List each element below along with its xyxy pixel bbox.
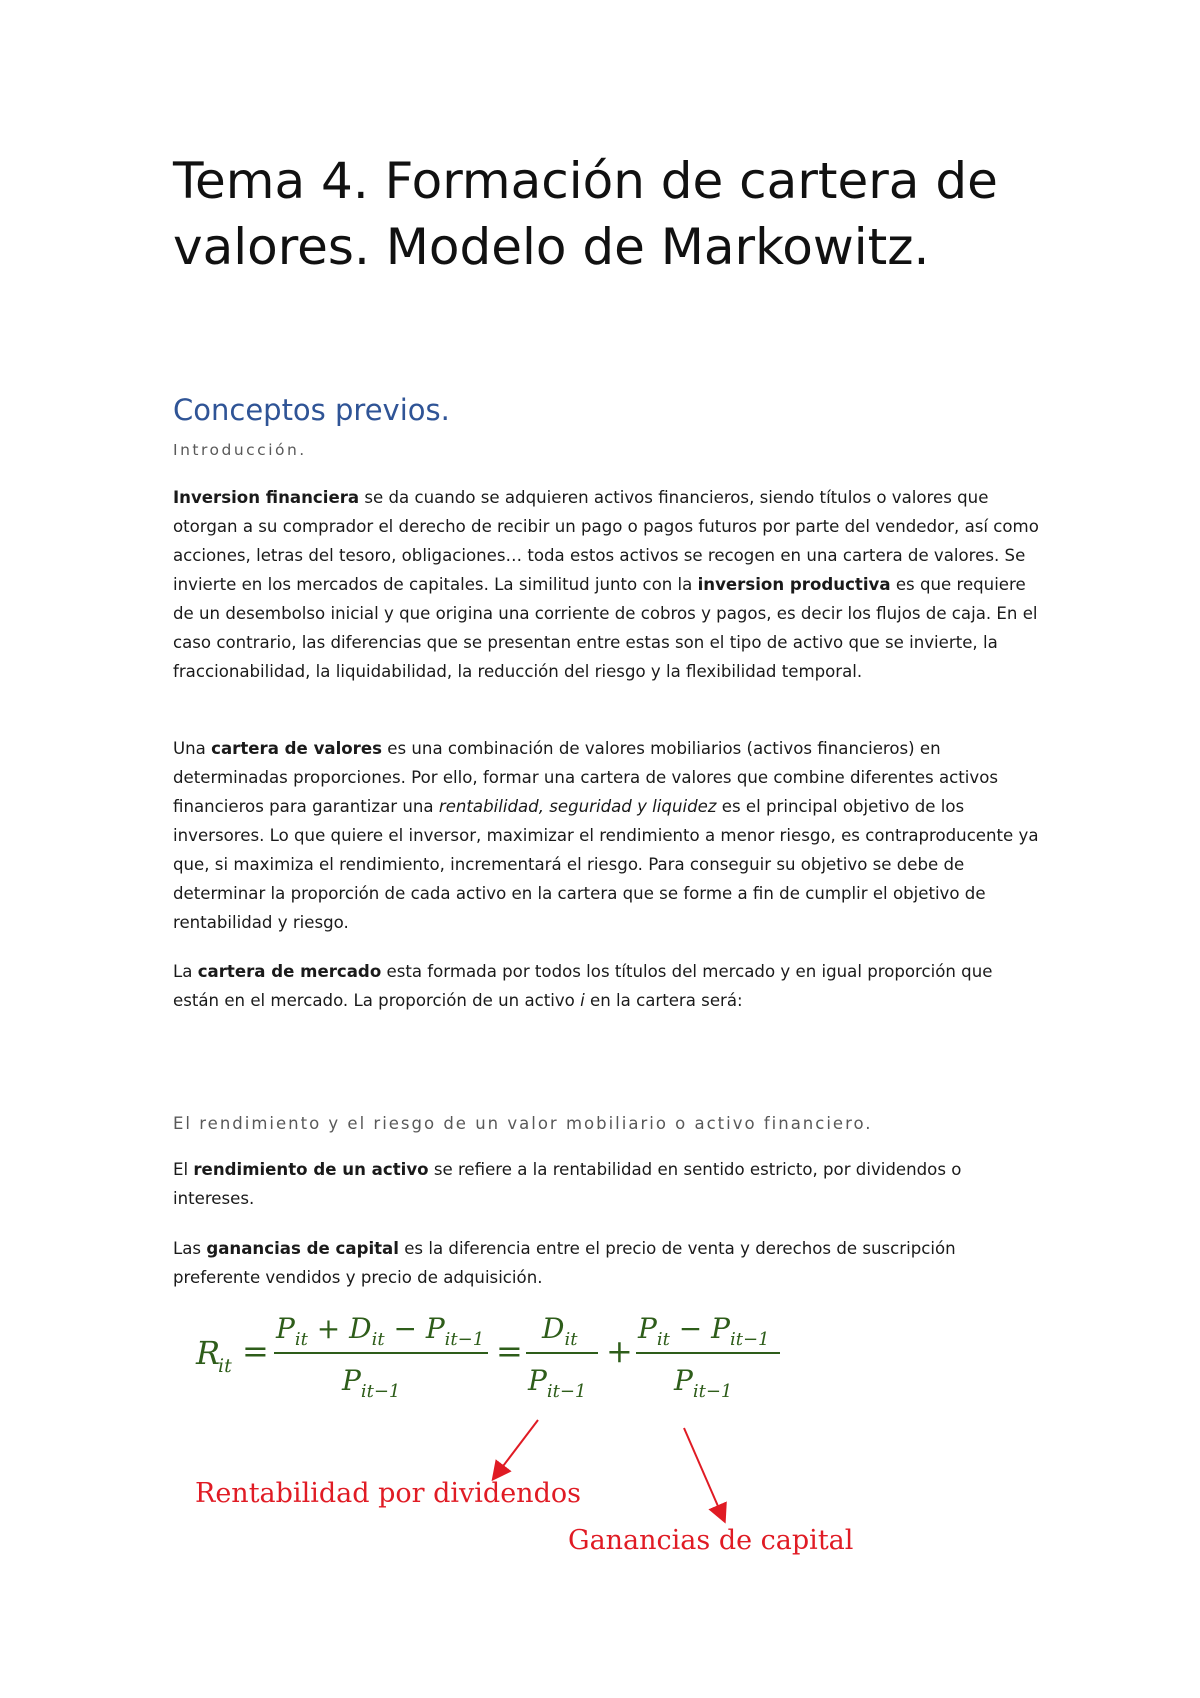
subheading-introduccion: Introducción. xyxy=(173,441,307,459)
bold-term: ganancias de capital xyxy=(206,1239,399,1258)
formula-plus: + xyxy=(606,1332,633,1370)
paragraph-inversion-financiera xyxy=(173,483,1043,686)
paragraph-text: El xyxy=(173,1160,194,1179)
paragraph-cartera-de-mercado xyxy=(173,957,1043,1015)
bold-term: cartera de mercado xyxy=(197,962,382,981)
paragraph-text: se refiere a la rentabilidad en sentido estricto, por dividendos o intereses. xyxy=(173,1160,962,1208)
paragraph-text: es la diferencia entre el precio de venta y derechos de suscripción preferente vendidos y precio de adquisición. xyxy=(173,1239,956,1287)
paragraph-text: Una xyxy=(173,739,212,758)
formula-den1: $P_{it-1}$ xyxy=(342,1364,401,1402)
subheading-rendimiento-riesgo: El rendimiento y el riesgo de un valor mobiliario o activo financiero. xyxy=(173,1114,873,1133)
paragraph-ganancias-capital xyxy=(173,1234,1043,1292)
formula-num1: $P_{it} + D_{it} - P_{it-1}$ xyxy=(276,1312,485,1350)
arrow-to-capital xyxy=(684,1428,724,1520)
formula-den3: $P_{it-1}$ xyxy=(674,1364,733,1402)
italic-term: rentabilidad, seguridad y liquidez xyxy=(438,797,717,816)
bold-term: inversion productiva xyxy=(697,575,891,594)
paragraph-text: esta formada por todos los títulos del mercado y en igual proporción que están en el mercado. La proporción de un activo xyxy=(173,962,993,1010)
formula-num2: $D_{it}$ xyxy=(542,1312,578,1350)
paragraph-text: en la cartera será: xyxy=(584,991,743,1010)
rentabilidad-formula xyxy=(190,1300,790,1410)
bold-term: cartera de valores xyxy=(211,739,382,758)
annotation-capital: Ganancias de capital xyxy=(568,1525,854,1556)
paragraph-rendimiento-activo xyxy=(173,1155,1043,1213)
paragraph-cartera-de-valores xyxy=(173,734,1043,937)
paragraph-text: Las xyxy=(173,1239,207,1258)
document-title: Tema 4. Formación de cartera de valores. Modelo de Markowitz. xyxy=(173,152,998,276)
formula-lhs-sub: it xyxy=(218,1355,232,1377)
paragraph-text: es el principal objetivo de los inversores. Lo que quiere el inversor, maximizar el rendimiento a menor riesgo, es contraproducente ya que, si maximiza el rendimiento, incrementará el riesgo. Para conseguir su objetivo se debe de determinar la proporción de cada activo en la cartera que se forme a fin de cumplir el objetivo de rentabilidad y riesgo. xyxy=(173,797,1039,932)
bold-term: rendimiento de un activo xyxy=(193,1160,429,1179)
paragraph-text: es una combinación de valores mobiliarios (activos financieros) en determinadas proporciones. Por ello, formar una cartera de valores que combine diferentes activos financieros para garantizar una xyxy=(173,739,998,816)
formula-equals-2: = xyxy=(496,1332,523,1370)
bold-term: Inversion financiera xyxy=(173,488,360,507)
paragraph-text: es que requiere de un desembolso inicial y que origina una corriente de cobros y pagos, es decir los flujos de caja. En el caso contrario, las diferencias que se presentan entre estas son el tipo de activo que se invierte, la fraccionabilidad, la liquidabilidad, la reducción del riesgo y la flexibilidad temporal. xyxy=(173,575,1038,681)
arrow-to-dividendos xyxy=(494,1420,538,1478)
heading-conceptos-previos: Conceptos previos. xyxy=(173,393,450,427)
formula-lhs: R xyxy=(196,1334,221,1372)
paragraph-text: La xyxy=(173,962,198,981)
formula-den2: $P_{it-1}$ xyxy=(528,1364,587,1402)
formula-equals-1: = xyxy=(242,1332,269,1370)
annotation-dividendos: Rentabilidad por dividendos xyxy=(195,1478,581,1509)
formula-num3: $P_{it} - P_{it-1}$ xyxy=(638,1312,770,1350)
paragraph-text: se da cuando se adquieren activos financieros, siendo títulos o valores que otorgan a su comprador el derecho de recibir un pago o pagos futuros por parte del vendedor, así como acciones, letras del tesoro, obligaciones… toda estos activos se recogen en una cartera de valores. Se invierte en los mercados de capitales. La similitud junto con la xyxy=(173,488,1039,594)
italic-term: i xyxy=(580,991,585,1010)
